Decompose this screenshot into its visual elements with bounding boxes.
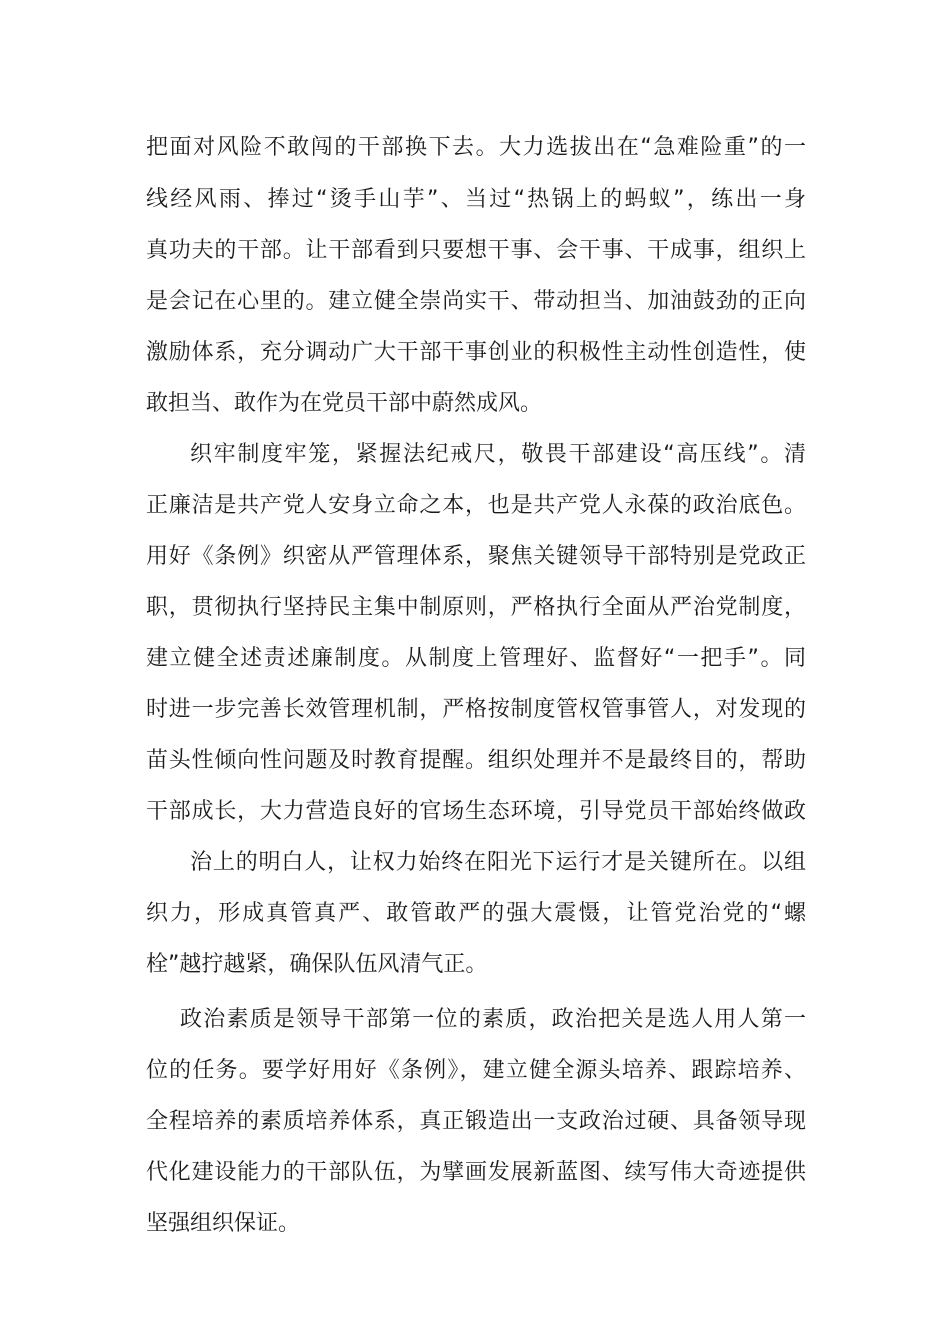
paragraph-4-line-3: 全程培养的素质培养体系，真正锻造出一支政治过硬、具备领导现: [146, 1109, 806, 1134]
paragraph-1-line-6: 敢担当、敢作为在党员干部中蔚然成风。: [146, 391, 543, 416]
paragraph-4-line-5: 坚强组织保证。: [146, 1211, 301, 1236]
paragraph-1-line-5: 激励体系，充分调动广大干部干事创业的积极性主动性创造性，使: [146, 340, 806, 365]
paragraph-2-line-8: 干部成长，大力营造良好的官场生态环境，引导党员干部始终做政: [146, 799, 806, 824]
paragraph-2-line-1: 织牢制度牢笼，紧握法纪戒尺，敬畏干部建设“高压线”。清: [190, 442, 806, 467]
paragraph-2-line-2: 正廉洁是共产党人安身立命之本，也是共产党人永葆的政治底色。: [146, 493, 806, 518]
paragraph-3-line-3: 栓”越拧越紧，确保队伍风清气正。: [146, 952, 488, 977]
paragraph-3-line-2: 织力，形成真管真严、敢管敢严的强大震慑，让管党治党的“螺: [146, 901, 806, 926]
paragraph-1-line-3: 真功夫的干部。让干部看到只要想干事、会干事、干成事，组织上: [146, 238, 806, 263]
paragraph-1-line-2: 线经风雨、捧过“烫手山芋”、当过“热锅上的蚂蚁”，练出一身: [146, 187, 806, 212]
paragraph-2-line-3: 用好《条例》织密从严管理体系，聚焦关键领导干部特别是党政正: [146, 544, 806, 569]
paragraph-2-line-7: 苗头性倾向性问题及时教育提醒。组织处理并不是最终目的，帮助: [146, 748, 806, 773]
paragraph-4-line-1: 政治素质是领导干部第一位的素质，政治把关是选人用人第一: [180, 1007, 806, 1032]
paragraph-2-line-5: 建立健全述责述廉制度。从制度上管理好、监督好“一把手”。同: [146, 646, 806, 671]
paragraph-1-line-1: 把面对风险不敢闯的干部换下去。大力选拔出在“急难险重”的一: [146, 135, 806, 160]
paragraph-3-line-1: 治上的明白人，让权力始终在阳光下运行才是关键所在。以组: [190, 850, 806, 875]
paragraph-2-line-4: 职，贯彻执行坚持民主集中制原则，严格执行全面从严治党制度，: [146, 595, 806, 620]
paragraph-1-line-4: 是会记在心里的。建立健全崇尚实干、带动担当、加油鼓劲的正向: [146, 289, 806, 314]
paragraph-4-line-2: 位的任务。要学好用好《条例》，建立健全源头培养、跟踪培养、: [146, 1058, 806, 1083]
paragraph-4-line-4: 代化建设能力的干部队伍，为擘画发展新蓝图、续写伟大奇迹提供: [146, 1160, 806, 1185]
paragraph-2-line-6: 时进一步完善长效管理机制，严格按制度管权管事管人，对发现的: [146, 697, 806, 722]
